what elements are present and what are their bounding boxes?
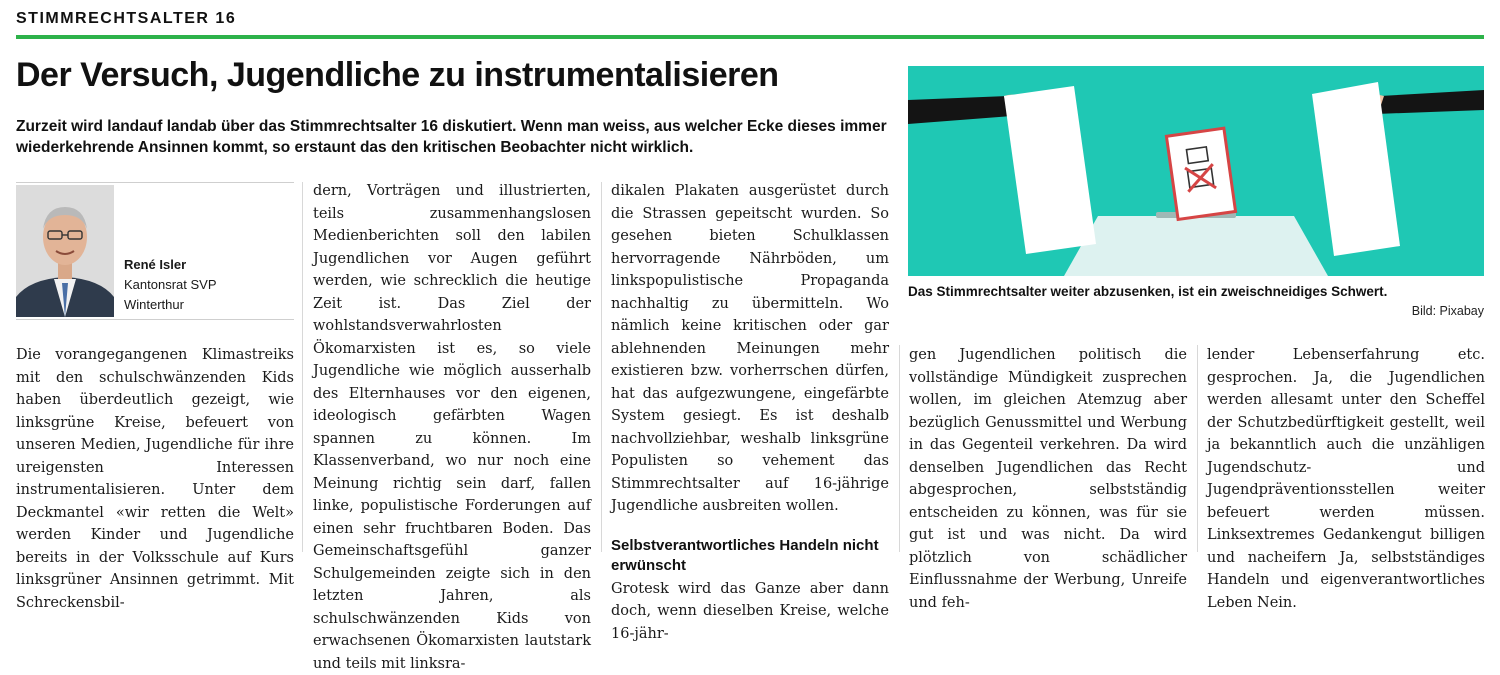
body-paragraph: dikalen Plakaten ausgerüstet durch die Strassen gepeitscht wurden. So gesehen bieten Schulklassen hervorragende Nährböden, um linkspopulistische Propaganda nachhaltig zu übermitteln. Wo nämlich keine kritischen oder gar ablehnenden Meinungen mehr existieren bzw. vorherrschen dürfen, hat das aufgezwungene, eingefärbte System gesiegt. Es ist deshalb nachvollziehbar, weshalb linksgrüne Populisten so vehement das Stimmrechtsalter auf 16-jährige Jugendliche ausbreiten wollen.	[611, 183, 889, 514]
photo-credit: Bild: Pixabay	[1411, 304, 1484, 318]
author-name: René Isler	[124, 257, 187, 272]
body-paragraph: dern, Vorträgen und illustrierten, teils zusammenhangslosen Medienberichten soll den labilen Jugendlichen vor Augen geführt werden, wie schrecklich die heutige Zeit ist. Das Ziel der wohlstandsverwahrlosten Ökomarxisten ist es, so viele Jugendliche wie möglich ausserhalb des Elternhauses vor den eigenen, ideologisch gefärbten Wagen spannen zu können. Im Klassenverband, wo nur noch eine Meinung richtig sein darf, fallen linke, populistische Forderungen auf einen sehr fruchtbaren Boden. Das Gemeinschaftsgefühl ganzer Schulgemeinden zeigte sich in den letzten Jahren, als schulschwänzenden Kids von erwachsenen Ökomarxisten lautstark und teils mit linksra-	[313, 183, 591, 672]
article-lead: Zurzeit wird landauf landab über das Stimmrechtsalter 16 diskutiert. Wenn man weiss, aus welcher Ecke dieses immer wiederkehrende Ansinnen kommt, so erstaunt das den kritischen Beobachter nicht wirklich.	[16, 118, 887, 156]
section-rule	[16, 35, 1484, 39]
body-column-5	[1207, 344, 1485, 614]
author-portrait-image	[16, 185, 114, 317]
body-column-3	[611, 180, 889, 645]
photo-caption: Das Stimmrechtsalter weiter abzusenken, ist ein zweischneidiges Schwert.	[908, 284, 1388, 299]
article-headline: Der Versuch, Jugendliche zu instrumentalisieren	[16, 56, 779, 94]
body-column-2	[313, 180, 591, 675]
author-portrait	[16, 185, 114, 317]
body-paragraph: lender Lebenserfahrung etc. gesprochen. Ja, die Jugendlichen werden allesamt unter den Scheffel der Schutzbedürftigkeit gestellt, weil ja bekanntlich auch die unzähligen Jugendschutz- und Jugendpräventionsstellen weiter befeuert werden müssen. Linksextremes Gedankengut billigen und nacheifern Ja, selbstständiges Handeln und eigenverantwortliches Leben Nein.	[1207, 347, 1485, 611]
column-divider	[899, 345, 900, 552]
section-kicker: STIMMRECHTSALTER 16	[16, 10, 237, 27]
article-photo	[908, 66, 1484, 276]
column-divider	[601, 182, 602, 552]
author-role: Kantonsrat SVP	[124, 277, 217, 292]
column-divider	[1197, 345, 1198, 552]
author-place: Winterthur	[124, 297, 184, 312]
column-divider	[302, 182, 303, 552]
author-info	[124, 255, 217, 315]
body-paragraph: Grotesk wird das Ganze aber dann doch, wenn dieselben Kreise, welche 16-jähr-	[611, 580, 889, 642]
ballot-box-illustration	[908, 66, 1484, 276]
body-column-1	[16, 344, 294, 614]
body-paragraph: Die vorangegangenen Klimastreiks mit den schulschwänzenden Kids haben überdeutlich gezeigt, wie linksgrüne Kreise, befeuert von unseren Medien, Jugendliche für ihre ureigensten Interessen instrumentalisieren. Unter dem Deckmantel «wir retten die Welt» werden Kinder und Jugendliche bereits in der Volksschule auf Kurs linksgrüner Ansinnen getrimmt. Mit Schreckensbil-	[16, 347, 294, 611]
body-column-4	[909, 344, 1187, 614]
article-subhead: Selbstverantwortliches Handeln nicht erwünscht	[611, 536, 879, 574]
body-paragraph: gen Jugendlichen politisch die vollständige Mündigkeit zusprechen wollen, im gleichen Atemzug aber bezüglich Genussmittel und Werbung in das Gegenteil verkehren. Da wird denselben Jugendlichen das Recht abgesprochen, selbstständig entscheiden zu können, was für sie gut ist und was nicht. Da wird plötzlich von schädlicher Einflussnahme der Werbung, Unreife und feh-	[909, 347, 1187, 611]
author-box	[16, 182, 294, 320]
